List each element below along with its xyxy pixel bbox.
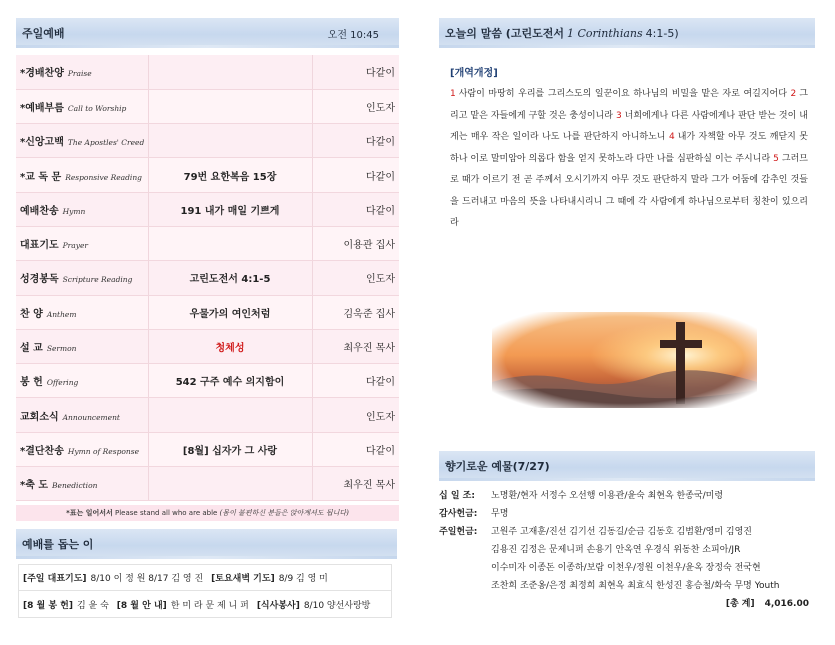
order-content: 청체성 <box>148 329 312 363</box>
cross-sunset-image <box>492 312 757 408</box>
order-item-ko: 대표기도 <box>20 240 59 252</box>
stand-note <box>16 505 399 521</box>
offering-line: 고원주 고재훈/진선 김기선 김동길/순금 김동호 김범환/영미 김영진 <box>491 527 753 537</box>
order-content <box>148 89 312 123</box>
order-item <box>16 226 148 260</box>
order-item-ko: *교 독 문 <box>20 171 62 183</box>
order-item <box>16 364 148 398</box>
verse-number: 1 <box>450 89 456 99</box>
order-item-ko: *예배부름 <box>20 102 64 114</box>
order-item-en: The Apostles' Creed <box>67 138 145 148</box>
verse-number: 2 <box>790 89 797 99</box>
order-leader: 최우진 목사 <box>312 467 399 501</box>
scripture-header <box>439 18 815 48</box>
offering-line: 노명환/현자 서정수 오선행 이용관/윤숙 최현옥 한종국/미령 <box>491 491 724 501</box>
helper-key: [토요새벽 기도] <box>211 574 275 584</box>
order-item-ko: *결단찬송 <box>20 445 64 457</box>
offering-line: 조찬희 조준옹/은정 최정희 최현옥 최효식 한성진 홍승철/화숙 무명 Youth <box>491 581 780 591</box>
order-item-en: Responsive Reading <box>65 172 142 182</box>
order-row <box>16 295 399 329</box>
order-item-en: Praise <box>67 69 92 79</box>
order-row <box>16 89 399 123</box>
helper-value: 김 윤 숙 <box>76 600 109 611</box>
worship-time: 오전 10:45 <box>327 29 379 41</box>
order-item <box>16 124 148 158</box>
verse-text: 너희에게나 다른 사람에게나 판단 받는 것이 내게는 매우 작은 일이라 나도 나를 판단하지 아니하노니 <box>450 110 808 142</box>
order-content: 고린도전서 4:1-5 <box>148 261 312 295</box>
offering-row <box>439 487 809 505</box>
order-item-en: Hymn <box>62 206 86 216</box>
order-content: 542 구주 예수 의지함이 <box>148 364 312 398</box>
order-item-ko: 찬 양 <box>20 308 43 320</box>
order-row <box>16 467 399 501</box>
helpers-row-1 <box>19 565 391 591</box>
order-row <box>16 432 399 466</box>
order-of-worship <box>16 55 399 501</box>
order-item-en: Hymn of Response <box>67 446 140 456</box>
scripture-text <box>450 84 808 235</box>
order-row <box>16 398 399 432</box>
order-item-en: Benediction <box>52 481 98 491</box>
offering-names <box>491 523 809 595</box>
order-item-en: Offering <box>46 378 79 388</box>
verse-number: 5 <box>773 153 779 164</box>
order-leader: 다같이 <box>312 192 399 226</box>
order-content: [8월] 십자가 그 사랑 <box>148 432 312 466</box>
worship-title: 주일예배 <box>22 27 65 40</box>
order-item-en: Sermon <box>46 344 77 354</box>
stand-note-text: Please stand all who are able <box>115 509 218 517</box>
stand-note-italic: (몸이 불편하신 분들은 앉아계셔도 됩니다) <box>219 509 349 517</box>
helpers-title: 예배를 돕는 이 <box>22 538 94 551</box>
order-row <box>16 329 399 363</box>
helpers-header <box>16 529 397 559</box>
offering-line: 무명 <box>491 509 509 519</box>
offering-category: 감사헌금: <box>439 509 478 519</box>
order-item-ko: 봉 헌 <box>20 377 43 389</box>
order-item-ko: 예배찬송 <box>20 205 59 217</box>
order-item-ko: 성경봉독 <box>20 274 59 286</box>
offering-row <box>439 505 809 523</box>
order-row <box>16 226 399 260</box>
total-amount: 4,016.00 <box>764 599 809 609</box>
order-item-en: Scripture Reading <box>62 275 133 285</box>
order-leader: 인도자 <box>312 398 399 432</box>
order-content: 191 내가 매일 기쁘게 <box>148 192 312 226</box>
helper-key: [주일 대표기도] <box>23 574 87 584</box>
helper-value: 8/9 김 영 미 <box>278 574 328 584</box>
order-leader: 최우진 목사 <box>312 329 399 363</box>
order-row <box>16 364 399 398</box>
offering-row <box>439 523 809 595</box>
order-item-ko: 교회소식 <box>20 411 59 423</box>
helper-key: [8 월 봉 헌] <box>23 600 73 611</box>
order-item <box>16 398 148 432</box>
order-leader: 다같이 <box>312 364 399 398</box>
order-row <box>16 192 399 226</box>
offering-category: 주일헌금: <box>439 527 478 537</box>
order-item-ko: 설 교 <box>20 343 43 355</box>
verse-text: 그리고 맡은 자들에게 구할 것은 충성이니라 <box>450 89 808 121</box>
order-item <box>16 329 148 363</box>
order-item-ko: *축 도 <box>20 480 49 492</box>
order-row <box>16 261 399 295</box>
order-content: 우물가의 여인처럼 <box>148 295 312 329</box>
order-item-en: Prayer <box>62 241 89 251</box>
order-item <box>16 467 148 501</box>
order-leader: 다같이 <box>312 158 399 192</box>
offering-names <box>491 505 809 523</box>
order-leader: 다같이 <box>312 55 399 89</box>
helpers-table <box>18 564 392 618</box>
order-content <box>148 467 312 501</box>
total-label: [총 계] <box>725 599 755 609</box>
verse-text: 사람이 마땅히 우리를 그리스도의 일꾼이요 하나님의 비밀을 맡은 자로 여길지어다 <box>458 89 787 99</box>
order-row <box>16 158 399 192</box>
stand-note-bold: *표는 일어서서 <box>66 509 113 517</box>
order-leader: 다같이 <box>312 432 399 466</box>
worship-header <box>16 18 399 48</box>
verse-text: 내가 자책할 아무 것도 깨닫지 못하나 이로 말미암아 의롭다 함을 얻지 못하노라 다만 나를 심판하실 이는 주시니라 <box>450 132 809 164</box>
order-content <box>148 226 312 260</box>
order-item <box>16 261 148 295</box>
helper-key: [식사봉사] <box>256 600 300 611</box>
order-leader: 이용관 집사 <box>312 226 399 260</box>
scripture-title: 오늘의 말씀 (고린도전서 <box>445 27 564 40</box>
order-item <box>16 432 148 466</box>
bible-version: [개역개정] <box>450 68 498 79</box>
offering-title: 향기로운 예물(7/27) <box>445 460 550 473</box>
order-row <box>16 124 399 158</box>
order-row <box>16 55 399 89</box>
verse-number: 4 <box>668 132 675 142</box>
helper-key: [8 월 안 내] <box>116 600 167 611</box>
order-item-en: Call to Worship <box>67 103 127 113</box>
order-item <box>16 55 148 89</box>
order-item <box>16 295 148 329</box>
offering-category: 십 일 조: <box>439 491 475 501</box>
helper-value: 한 미 라 문 제 니 퍼 <box>170 600 249 611</box>
order-item <box>16 158 148 192</box>
order-content: 79번 요한복음 15장 <box>148 158 312 192</box>
helper-value: 8/10 이 정 원 8/17 김 영 진 <box>90 574 204 584</box>
order-leader: 김욱준 집사 <box>312 295 399 329</box>
order-item-en: Announcement <box>62 412 120 422</box>
offering-list <box>439 487 809 609</box>
offering-line: 이수미자 이종돈 이종하/보람 이천우/정원 이천우/윤옥 장정숙 전국현 <box>491 563 761 573</box>
order-item-ko: *경배찬양 <box>20 68 64 80</box>
offering-total <box>439 596 809 609</box>
scripture-title-en: 1 Corinthians <box>566 26 643 40</box>
helpers-row-2 <box>19 591 391 617</box>
order-content <box>148 124 312 158</box>
verse-number: 3 <box>615 110 622 121</box>
offering-line: 김용진 김정은 문제니퍼 손용기 안옥연 우경식 위동찬 소피아/JR <box>491 545 741 555</box>
order-item-ko: *신앙고백 <box>20 137 64 149</box>
order-item <box>16 89 148 123</box>
order-item-en: Anthem <box>46 309 77 319</box>
order-content <box>148 398 312 432</box>
verse-text: 그러므로 때가 이르기 전 곧 주께서 오시기까지 아무 것도 판단하지 말라 그가 어둠에 감추인 것들을 드러내고 마음의 뜻을 나타내시리니 그 때에 각 사람에게 하나님으로부터 칭찬이 있으리라 <box>450 153 808 228</box>
order-item <box>16 192 148 226</box>
helper-value: 8/10 양선사랑방 <box>303 600 371 611</box>
scripture-ref: 4:1-5) <box>645 26 679 40</box>
order-leader: 인도자 <box>312 261 399 295</box>
order-leader: 인도자 <box>312 89 399 123</box>
order-leader: 다같이 <box>312 124 399 158</box>
offering-names <box>491 487 809 505</box>
offering-header <box>439 451 815 481</box>
order-content <box>148 55 312 89</box>
